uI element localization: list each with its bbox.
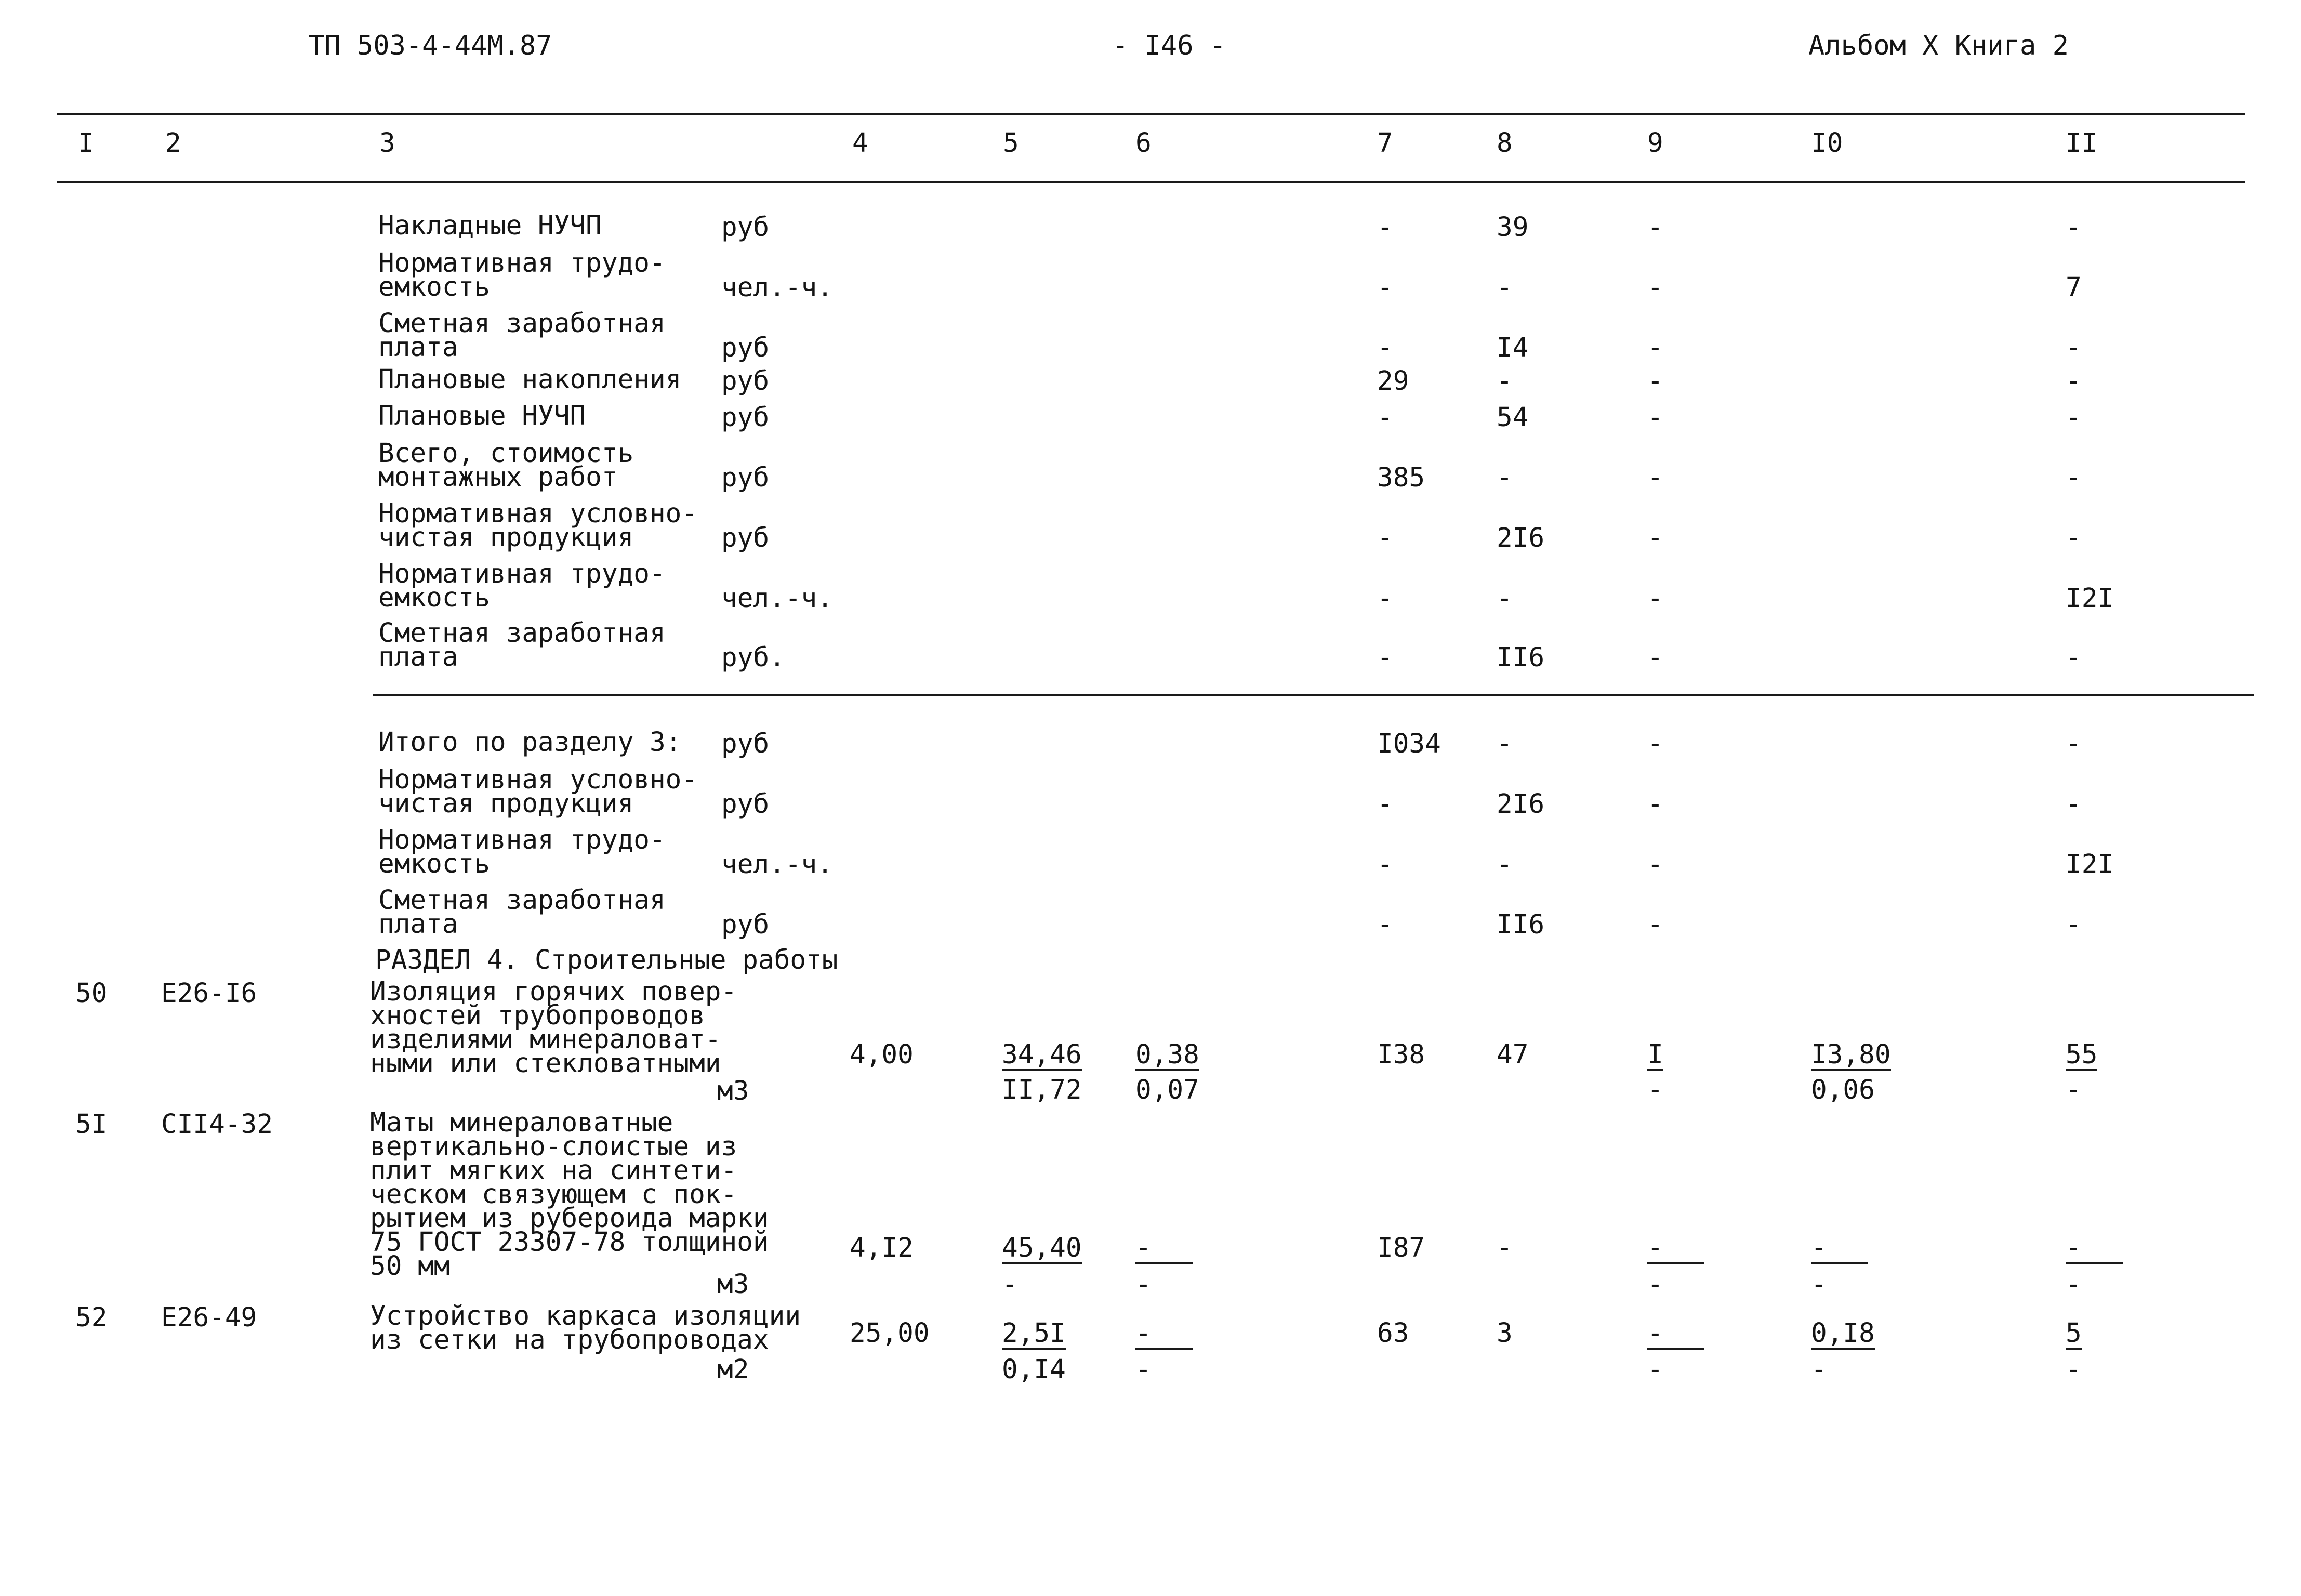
item-c10-top: 0,I8	[1811, 1318, 1875, 1349]
row-unit: руб	[721, 729, 770, 759]
row-name: Нормативная трудо- емкость	[378, 248, 666, 302]
row-unit: чел.-ч.	[721, 272, 833, 303]
column-number: 5	[1003, 128, 1019, 159]
row-col11: 7	[2066, 272, 2082, 303]
column-number: 4	[852, 128, 868, 159]
row-col11: I2I	[2066, 849, 2114, 880]
row-col7: -	[1377, 909, 1393, 940]
row-col9: -	[1647, 849, 1663, 880]
row-col9: -	[1647, 272, 1663, 303]
item-c6-top: -	[1135, 1320, 1193, 1350]
row-name: Итого по разделу 3:	[378, 727, 682, 758]
row-name: Всего, стоимость монтажных работ	[378, 438, 634, 493]
item-c10-bottom: 0,06	[1811, 1075, 1875, 1105]
item-c10-bottom: -	[1811, 1354, 1827, 1385]
item-col7: 63	[1377, 1318, 1409, 1349]
row-col11: -	[2066, 212, 2082, 243]
row-col8: -	[1497, 272, 1513, 303]
item-c11-bottom: -	[2066, 1075, 2082, 1105]
row-col11: -	[2066, 789, 2082, 820]
row-col9: -	[1647, 789, 1663, 820]
row-col9: -	[1647, 212, 1663, 243]
item-c5-top: 45,40	[1002, 1233, 1082, 1263]
item-c11-top: 5	[2066, 1318, 2082, 1349]
row-col7: I034	[1377, 729, 1441, 759]
column-number: 6	[1135, 128, 1152, 159]
row-col8: 54	[1497, 402, 1529, 433]
row-col7: -	[1377, 849, 1393, 880]
item-c6-bottom: -	[1135, 1354, 1152, 1385]
row-col11: -	[2066, 642, 2082, 673]
item-c10-top: I3,80	[1811, 1039, 1891, 1070]
row-col8: 39	[1497, 212, 1529, 243]
item-c10-top: -	[1811, 1235, 1868, 1264]
row-name: Нормативная трудо- емкость	[378, 825, 666, 879]
item-number: 50	[75, 978, 108, 1009]
row-col7: -	[1377, 642, 1393, 673]
row-unit: руб	[721, 402, 770, 433]
column-number: 7	[1377, 128, 1393, 159]
row-name: Сметная заработная плата	[378, 618, 666, 672]
item-c11-top: 55	[2066, 1039, 2098, 1070]
column-number: II	[2066, 128, 2098, 159]
column-number: 3	[379, 128, 395, 159]
item-c5-top: 34,46	[1002, 1039, 1082, 1070]
item-number: 52	[75, 1302, 108, 1333]
row-col11: -	[2066, 909, 2082, 940]
row-name: Сметная заработная плата	[378, 885, 666, 940]
item-col7: I87	[1377, 1233, 1425, 1263]
row-col7: 29	[1377, 366, 1409, 397]
row-unit: чел.-ч.	[721, 583, 833, 614]
item-c10-bottom: -	[1811, 1269, 1827, 1300]
row-col7: -	[1377, 333, 1393, 363]
item-name: Устройство каркаса изоляции из сетки на трубопроводах	[370, 1301, 801, 1355]
column-number: 2	[165, 128, 181, 159]
row-col7: -	[1377, 212, 1393, 243]
item-code: Е26-I6	[161, 978, 257, 1009]
row-col7: -	[1377, 583, 1393, 614]
row-col9: -	[1647, 583, 1663, 614]
column-number: 8	[1497, 128, 1513, 159]
row-col8: 2I6	[1497, 789, 1545, 820]
item-col7: I38	[1377, 1039, 1425, 1070]
row-name: Сметная заработная плата	[378, 308, 666, 363]
section-separator-rule	[373, 694, 2254, 696]
row-name: Накладные НУЧП	[378, 210, 602, 241]
item-c9-top: I	[1647, 1039, 1663, 1070]
row-col8: -	[1497, 849, 1513, 880]
row-col7: -	[1377, 272, 1393, 303]
item-c9-bottom: -	[1647, 1269, 1663, 1300]
item-c9-top: -	[1647, 1320, 1704, 1350]
item-c9-top: -	[1647, 1235, 1704, 1264]
item-c6-bottom: -	[1135, 1269, 1152, 1300]
row-col8: II6	[1497, 909, 1545, 940]
item-c11-bottom: -	[2066, 1354, 2082, 1385]
row-col7: -	[1377, 402, 1393, 433]
row-name: Нормативная трудо- емкость	[378, 559, 666, 613]
row-col9: -	[1647, 642, 1663, 673]
item-c6-bottom: 0,07	[1135, 1075, 1199, 1105]
row-unit: руб	[721, 909, 770, 940]
item-unit: м2	[717, 1354, 749, 1385]
row-col9: -	[1647, 729, 1663, 759]
row-unit: руб	[721, 523, 770, 553]
item-code: СII4-32	[161, 1109, 273, 1140]
item-quantity: 4,I2	[850, 1233, 914, 1263]
row-col7: 385	[1377, 463, 1425, 493]
row-col8: -	[1497, 463, 1513, 493]
item-c6-top: 0,38	[1135, 1039, 1199, 1070]
item-c5-bottom: 0,I4	[1002, 1354, 1066, 1385]
item-col8: 3	[1497, 1318, 1513, 1349]
album-label: Альбом Х Книга 2	[1808, 30, 2069, 61]
row-col11: -	[2066, 402, 2082, 433]
row-col9: -	[1647, 909, 1663, 940]
row-col9: -	[1647, 366, 1663, 397]
item-code: Е26-49	[161, 1302, 257, 1333]
item-quantity: 4,00	[850, 1039, 914, 1070]
page-number: - I46 -	[1112, 30, 1226, 61]
item-c6-top: -	[1135, 1235, 1193, 1264]
row-col7: -	[1377, 523, 1393, 553]
row-unit: руб	[721, 789, 770, 820]
row-unit: чел.-ч.	[721, 849, 833, 880]
item-c9-bottom: -	[1647, 1075, 1663, 1105]
row-name: Нормативная условно- чистая продукция	[378, 764, 698, 819]
row-col8: I4	[1497, 333, 1529, 363]
item-unit: м3	[717, 1076, 749, 1106]
item-name: Маты минераловатные вертикально-слоистые из плит мягких на синтети- ческом связующем с пок- рытием из рубероида марки 75 ГОСТ 23307-78 толщиной 50 мм	[370, 1107, 769, 1282]
row-col11: -	[2066, 729, 2082, 759]
row-unit: руб.	[721, 642, 785, 673]
row-col8: -	[1497, 366, 1513, 397]
row-unit: руб	[721, 366, 770, 397]
column-number: I	[78, 128, 94, 159]
item-c5-bottom: -	[1002, 1269, 1018, 1300]
row-col8: II6	[1497, 642, 1545, 673]
column-number: I0	[1811, 128, 1843, 159]
item-c5-bottom: II,72	[1002, 1075, 1082, 1105]
item-c11-top: -	[2066, 1235, 2123, 1264]
item-c9-bottom: -	[1647, 1354, 1663, 1385]
item-unit: м3	[717, 1269, 749, 1300]
row-col8: -	[1497, 583, 1513, 614]
row-unit: руб	[721, 463, 770, 493]
row-unit: руб	[721, 333, 770, 363]
document-code: ТП 503-4-44М.87	[308, 30, 552, 61]
row-col9: -	[1647, 402, 1663, 433]
row-col9: -	[1647, 523, 1663, 553]
column-number: 9	[1647, 128, 1663, 159]
row-name: Плановые НУЧП	[378, 401, 586, 431]
item-number: 5I	[75, 1109, 108, 1140]
item-quantity: 25,00	[850, 1318, 930, 1349]
item-c5-top: 2,5I	[1002, 1318, 1066, 1349]
row-name: Плановые накопления	[378, 364, 682, 395]
row-col11: -	[2066, 463, 2082, 493]
row-col11: -	[2066, 366, 2082, 397]
item-name: Изоляция горячих повер- хностей трубопроводов изделиями минераловат- ными или стекловатными	[370, 977, 737, 1079]
header-top-rule	[57, 113, 2245, 115]
section-4-title: РАЗДЕЛ 4. Строительные работы	[375, 945, 838, 975]
row-col8: -	[1497, 729, 1513, 759]
item-col8: 47	[1497, 1039, 1529, 1070]
row-col11: -	[2066, 523, 2082, 553]
row-col9: -	[1647, 463, 1663, 493]
header-bottom-rule	[57, 181, 2245, 183]
item-col8: -	[1497, 1233, 1513, 1263]
row-col8: 2I6	[1497, 523, 1545, 553]
row-col11: I2I	[2066, 583, 2114, 614]
row-name: Нормативная условно- чистая продукция	[378, 498, 698, 553]
row-col9: -	[1647, 333, 1663, 363]
row-col7: -	[1377, 789, 1393, 820]
row-unit: руб	[721, 212, 770, 243]
row-col11: -	[2066, 333, 2082, 363]
item-c11-bottom: -	[2066, 1269, 2082, 1300]
